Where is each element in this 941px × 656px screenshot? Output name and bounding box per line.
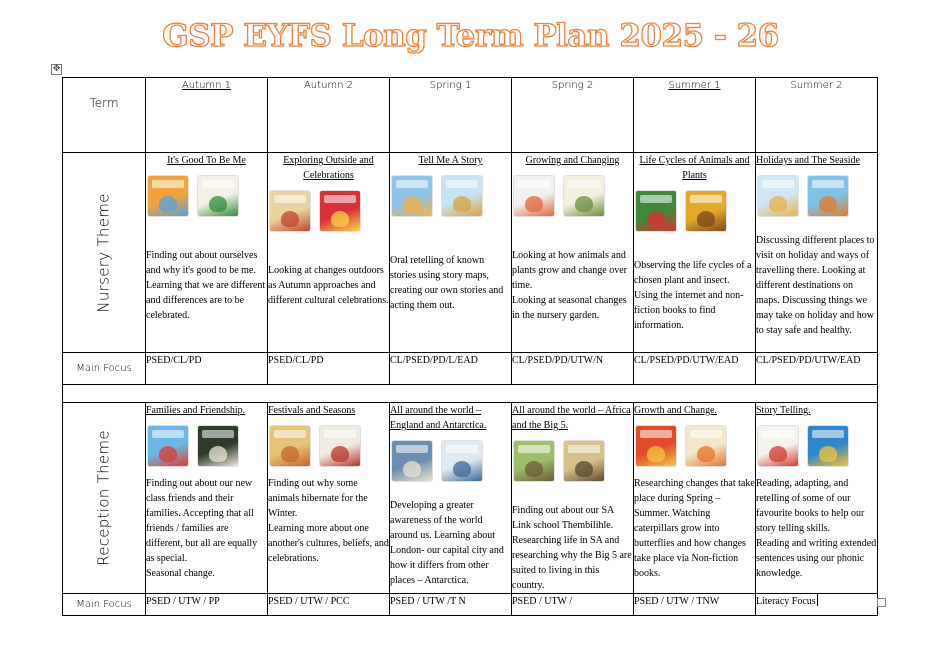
book-covers — [390, 176, 511, 226]
spacer-row — [63, 385, 878, 403]
reception-focus: PSED / UTW / PCC — [268, 594, 390, 616]
book-cover-image — [320, 191, 360, 231]
theme-description: Finding out about our SA Link school Thembilihle. Researching life in SA and researching why the Big 5 are suited to living in this country. — [512, 505, 632, 591]
reception-focus: PSED / UTW / PP — [146, 594, 268, 616]
reception-focus: PSED / UTW /T N — [390, 594, 512, 616]
term-autumn-2: Autumn 2 — [268, 78, 390, 153]
theme-title: Festivals and Seasons — [268, 405, 356, 416]
theme-title: Growing and Changing — [525, 155, 620, 166]
book-cover-image — [198, 426, 238, 466]
book-cover-image — [758, 176, 798, 216]
theme-description: Observing the life cycles of a chosen plant and insect. Using the internet and non-fiction books to find information. — [634, 260, 752, 331]
book-cover-image — [392, 176, 432, 216]
book-covers — [390, 441, 511, 491]
book-cover-image — [442, 176, 482, 216]
book-covers — [268, 426, 389, 476]
theme-title: Growth and Change. — [634, 405, 718, 416]
reception-cell — [146, 403, 268, 594]
nursery-cell — [268, 153, 390, 353]
nursery-cell — [390, 153, 512, 353]
book-cover-image — [198, 176, 238, 216]
theme-description: Finding out why some animals hibernate for the Winter. Learning more about one another's cultures, beliefs, and celebrations. — [268, 478, 389, 564]
nursery-focus-row — [63, 353, 878, 385]
book-covers — [634, 191, 755, 241]
book-cover-image — [442, 441, 482, 481]
theme-title: Story Telling. — [756, 405, 811, 416]
book-cover-image — [514, 441, 554, 481]
book-cover-image — [320, 426, 360, 466]
theme-title: Holidays and The Seaside — [756, 155, 860, 166]
nursery-cell — [512, 153, 634, 353]
book-covers — [512, 441, 633, 491]
book-covers — [634, 426, 755, 476]
reception-cell — [390, 403, 512, 594]
theme-description: Discussing different places to visit on holiday and ways of travelling there. Looking at different destinations on maps. Discussing things we may take on holiday and how to stay safe and healthy. — [756, 235, 875, 336]
nursery-focus: CL/PSED/PD/L/EAD — [390, 353, 512, 385]
theme-description: Finding out about ourselves and why it's good to be me. Learning that we are different and differences are to be celebrated. — [146, 250, 266, 321]
spacer-cell — [63, 385, 878, 403]
reception-cell — [756, 403, 878, 594]
book-covers — [512, 176, 633, 226]
nursery-cell — [756, 153, 878, 353]
nursery-focus: PSED/CL/PD — [146, 353, 268, 385]
term-header: Term — [63, 78, 146, 153]
book-covers — [146, 176, 267, 226]
nursery-focus: CL/PSED/PD/UTW/N — [512, 353, 634, 385]
term-summer-1: Summer 1 — [634, 78, 756, 153]
book-cover-image — [564, 441, 604, 481]
book-cover-image — [808, 176, 848, 216]
long-term-plan-table — [62, 77, 878, 616]
nursery-cell — [146, 153, 268, 353]
theme-description: Oral retelling of known stories using story maps, creating our own stories and acting them out. — [390, 255, 504, 311]
term-summer-2: Summer 2 — [756, 78, 878, 153]
theme-title: Families and Friendship. — [146, 405, 246, 416]
nursery-focus: CL/PSED/PD/UTW/EAD — [634, 353, 756, 385]
reception-focus: PSED / UTW / TNW — [634, 594, 756, 616]
page-title: GSP EYFS Long Term Plan 2025 - 26 — [162, 18, 779, 54]
book-covers — [268, 191, 389, 241]
term-spring-1: Spring 1 — [390, 78, 512, 153]
theme-description: Researching changes that take place during Spring – Summer. Watching caterpillars grow into butterflies and how changes take place via Non-fiction books. — [634, 478, 755, 579]
book-covers — [756, 176, 877, 226]
book-cover-image — [686, 426, 726, 466]
nursery-focus: PSED/CL/PD — [268, 353, 390, 385]
book-cover-image — [392, 441, 432, 481]
book-cover-image — [514, 176, 554, 216]
theme-description: Looking at changes outdoors as Autumn approaches and different cultural celebrations. — [268, 265, 389, 306]
nursery-cell — [634, 153, 756, 353]
reception-theme-label: Reception Theme — [63, 403, 146, 594]
book-cover-image — [686, 191, 726, 231]
theme-title: Tell Me A Story — [418, 155, 483, 166]
reception-cell — [634, 403, 756, 594]
term-autumn-1: Autumn 1 — [146, 78, 268, 153]
theme-title: Exploring Outside and Celebrations — [283, 155, 374, 181]
theme-title: All around the world – Africa and the Big 5. — [512, 405, 631, 431]
book-cover-image — [270, 191, 310, 231]
theme-description: Reading, adapting, and retelling of some of our favourite books to help our story telling skills. Reading and writing extended sentences using our phonic knowledge. — [756, 478, 877, 579]
theme-description: Finding out about our new class friends and their families. Accepting that all friends / families are different, but all are equally as special. Seasonal change. — [146, 478, 258, 579]
book-cover-image — [148, 176, 188, 216]
reception-focus-label: Main Focus — [63, 594, 146, 616]
nursery-focus-label: Main Focus — [63, 353, 146, 385]
book-cover-image — [636, 191, 676, 231]
nursery-row — [63, 153, 878, 353]
reception-cell — [512, 403, 634, 594]
reception-focus: PSED / UTW / — [512, 594, 634, 616]
book-cover-image — [636, 426, 676, 466]
book-covers — [146, 426, 267, 476]
theme-title: It's Good To Be Me — [167, 155, 246, 166]
nursery-theme-label: Nursery Theme — [63, 153, 146, 353]
nursery-focus: CL/PSED/PD/UTW/EAD — [756, 353, 878, 385]
reception-cell — [268, 403, 390, 594]
theme-description: Developing a greater awareness of the world around us. Learning about London- our capital city and how it differs from other places – Antarctica. — [390, 500, 504, 586]
book-cover-image — [808, 426, 848, 466]
table-move-handle[interactable]: ✥ — [52, 64, 61, 74]
book-cover-image — [564, 176, 604, 216]
reception-row — [63, 403, 878, 594]
book-cover-image — [270, 426, 310, 466]
text-cursor — [817, 594, 818, 606]
header-row — [63, 78, 878, 153]
term-spring-2: Spring 2 — [512, 78, 634, 153]
reception-focus-row — [63, 594, 878, 616]
table-resize-handle[interactable] — [877, 598, 886, 607]
book-cover-image — [148, 426, 188, 466]
theme-title: All around the world – England and Antarctica. — [390, 405, 487, 431]
reception-focus[interactable]: Literacy Focus — [756, 594, 878, 616]
theme-title: Life Cycles of Animals and Plants — [639, 155, 750, 181]
book-covers — [756, 426, 877, 476]
theme-description: Looking at how animals and plants grow and change over time. Looking at seasonal changes in the nursery garden. — [512, 250, 627, 321]
book-cover-image — [758, 426, 798, 466]
